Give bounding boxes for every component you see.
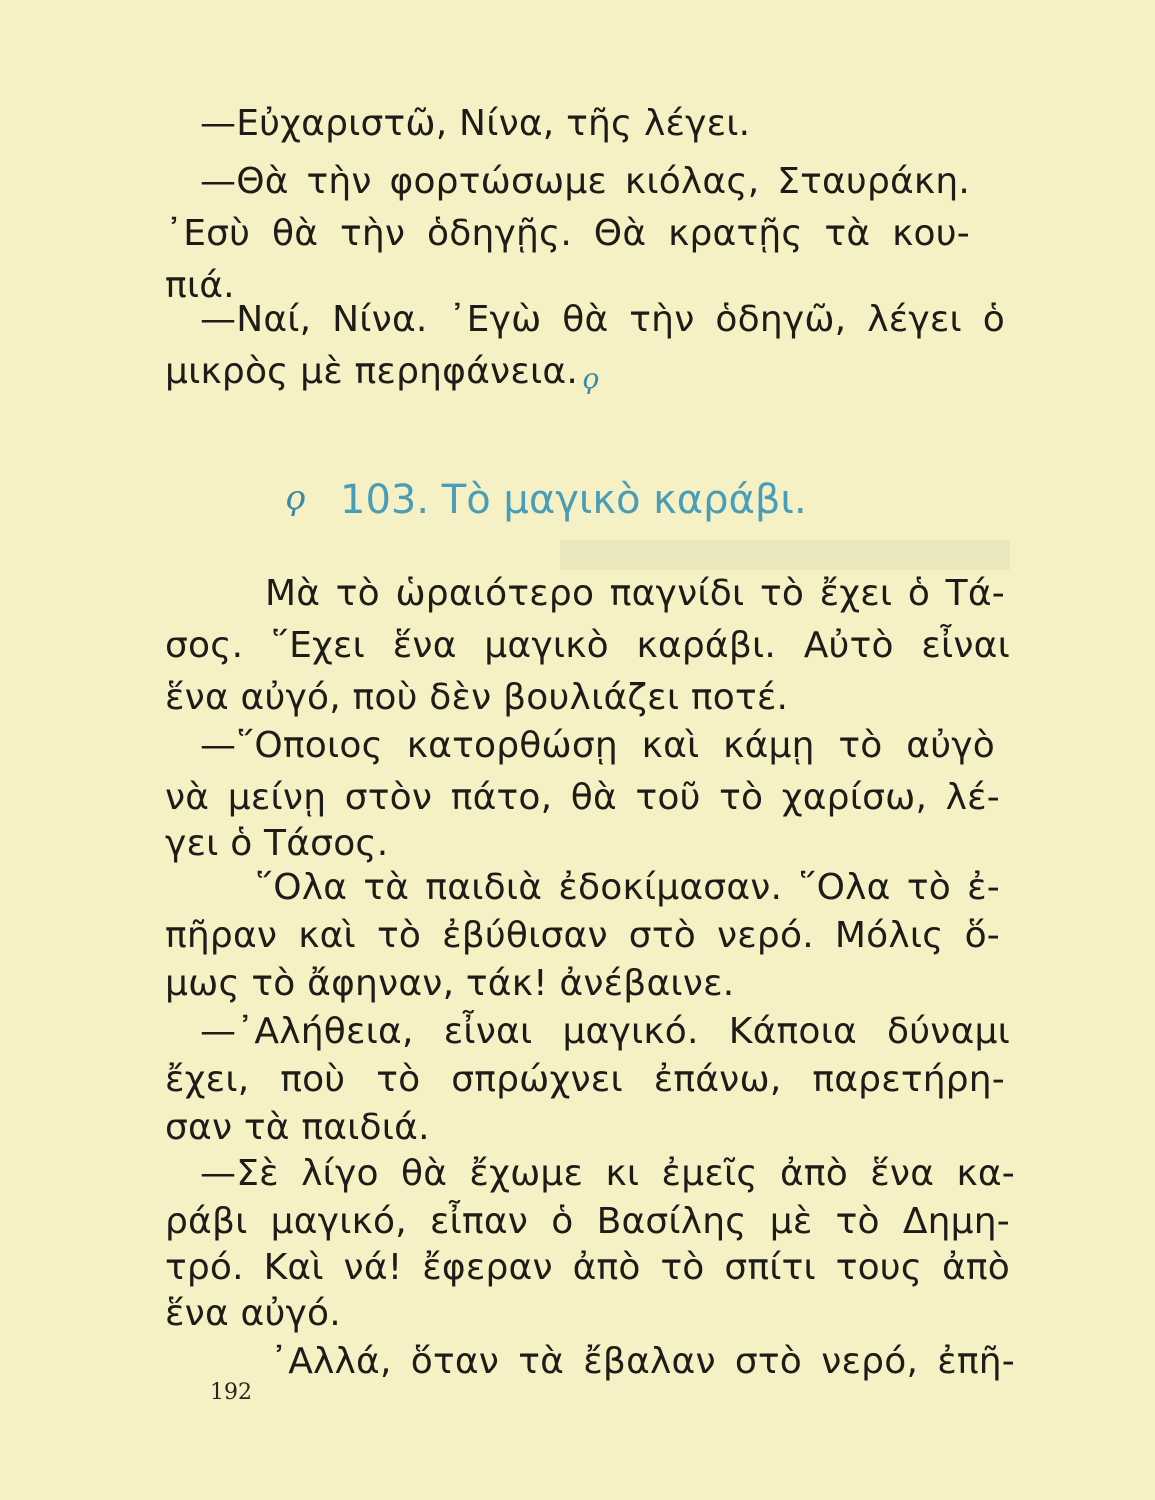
text-line: γει ὁ Τάσος. (165, 823, 389, 864)
text-line: Μὰ τὸ ὡραιότερο παγνίδι τὸ ἔχει ὁ Τά- (265, 573, 1005, 614)
text-line: ἔχει, ποὺ τὸ σπρώχνει ἐπάνω, παρετήρη- (165, 1059, 1005, 1100)
text-line: ῞Ολα τὰ παιδιὰ ἐδοκίμασαν. ῞Ολα τὸ ἐ- (255, 867, 1000, 908)
text-line: ἕνα αὐγό. (165, 1293, 341, 1334)
text-line: πιά. (165, 265, 235, 306)
text-line: μως τὸ ἄφηναν, τάκ! ἀνέβαινε. (165, 963, 735, 1004)
text-line: ᾿Αλλά, ὅταν τὰ ἔβαλαν στὸ νερό, ἐπῆ- (270, 1341, 1015, 1382)
text-line: —῞Οποιος κατορθώσῃ καὶ κάμῃ τὸ αὐγὸ (200, 725, 995, 766)
text-line: σαν τὰ παιδιά. (165, 1107, 430, 1148)
text-line: —Θὰ τὴν φορτώσωμε κιόλας, Σταυράκη. (200, 161, 970, 202)
text-line: σος. ῞Εχει ἕνα μαγικὸ καράβι. Αὐτὸ εἶναι (165, 625, 1010, 666)
text-line: ᾿Εσὺ θὰ τὴν ὁδηγῇς. Θὰ κρατῇς τὰ κου- (165, 213, 970, 254)
section-heading: 103. Τὸ μαγικὸ καράβι. (340, 477, 807, 523)
handwritten-mark: ϙ (582, 362, 599, 395)
text-line: —᾿Αλήθεια, εἶναι μαγικό. Κάποια δύναμι (200, 1011, 1010, 1052)
text-line: ἕνα αὐγό, ποὺ δὲν βουλιάζει ποτέ. (165, 677, 789, 718)
show-through-shadow (560, 540, 1010, 570)
text-line: νὰ μείνῃ στὸν πάτο, θὰ τοῦ τὸ χαρίσω, λέ- (165, 777, 1000, 818)
text-line: πῆραν καὶ τὸ ἐβύθισαν στὸ νερό. Μόλις ὅ- (165, 915, 1000, 956)
text-line: —Εὐχαριστῶ, Νίνα, τῆς λέγει. (200, 103, 751, 144)
text-line: τρό. Καὶ νά! ἔφεραν ἀπὸ τὸ σπίτι τους ἀπὸ (165, 1247, 1010, 1288)
text-line: —Ναί, Νίνα. ᾿Εγὼ θὰ τὴν ὁδηγῶ, λέγει ὁ (200, 299, 1005, 340)
text-line: μικρὸς μὲ περηφάνεια. (165, 351, 578, 392)
section-mark: ϙ (285, 478, 306, 518)
text-line: —Σὲ λίγο θὰ ἔχωμε κι ἐμεῖς ἀπὸ ἕνα κα- (200, 1153, 1015, 1194)
text-line: ράβι μαγικό, εἶπαν ὁ Βασίλης μὲ τὸ Δημη- (165, 1201, 1010, 1242)
page-number: 192 (210, 1380, 252, 1405)
